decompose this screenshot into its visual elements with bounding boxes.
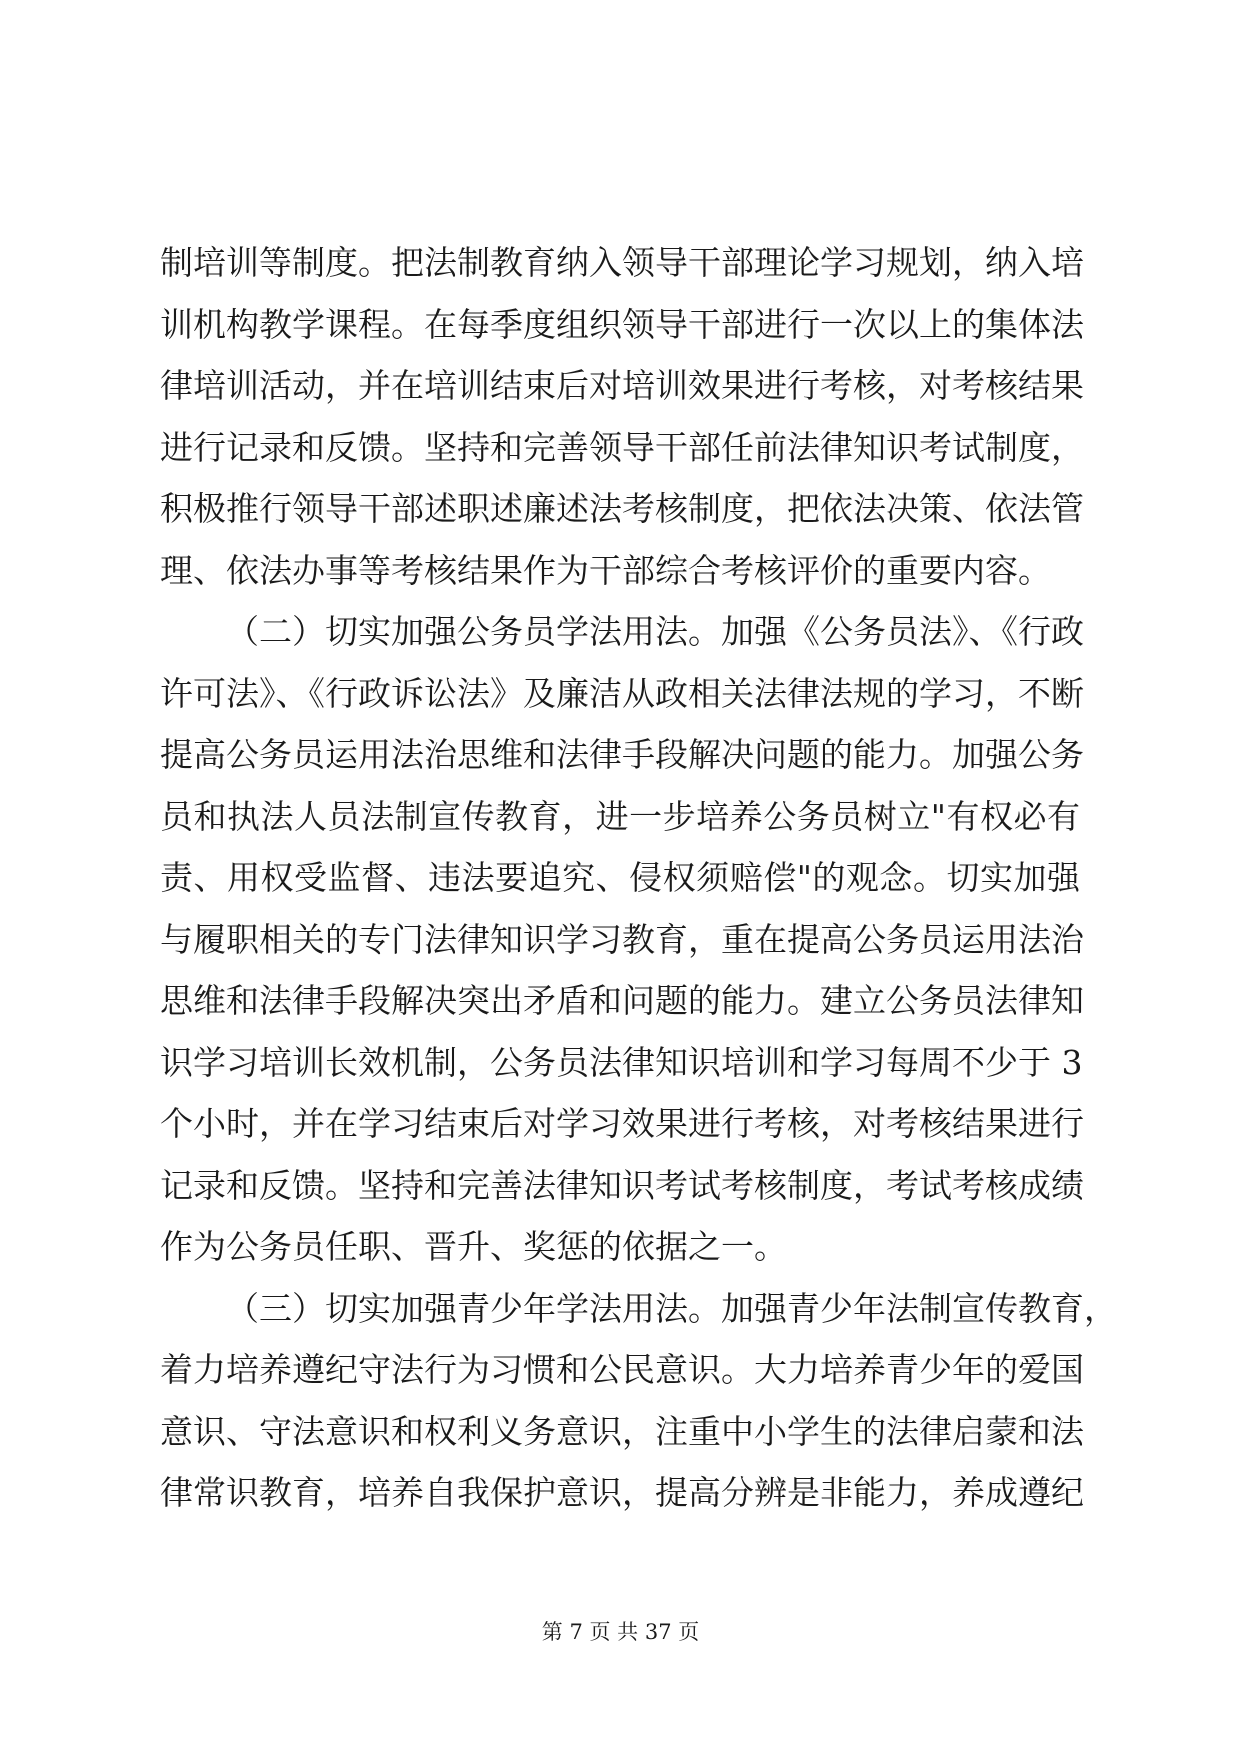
document-body [160,232,1117,1524]
text-line: 许可法》、《行政诉讼法》及廉洁从政相关法律法规的学习，不断 [160,673,1084,713]
text-line: 责、用权受监督、违法要追究、侵权须赔偿"的观念。切实加强 [160,858,1080,897]
text-line: 律培训活动，并在培训结束后对培训效果进行考核，对考核结果 [160,366,1084,405]
text-line: 作为公务员任职、晋升、奖惩的依据之一。 [160,1227,787,1266]
text-line: 着力培养遵纪守法行为习惯和公民意识。大力培养青少年的爱国 [160,1350,1084,1389]
text-line: 进行记录和反馈。坚持和完善领导干部任前法律知识考试制度， [160,427,1084,467]
paragraph-start-line: （三）切实加强青少年学法用法。加强青少年法制宣传教育， [226,1288,1117,1328]
paragraph-start-line: （二）切实加强公务员学法用法。加强《公务员法》、《行政 [226,612,1084,651]
text-line: 提高公务员运用法治思维和法律手段解决问题的能力。加强公务 [160,735,1084,774]
page-number-footer: 第 7 页 共 37 页 [541,1620,700,1644]
text-line: 个小时，并在学习结束后对学习效果进行考核，对考核结果进行 [160,1104,1084,1143]
text-line: 思维和法律手段解决突出矛盾和问题的能力。建立公务员法律知 [160,981,1084,1020]
text-line: 与履职相关的专门法律知识学习教育，重在提高公务员运用法治 [160,919,1084,959]
text-line: 训机构教学课程。在每季度组织领导干部进行一次以上的集体法 [160,304,1084,344]
text-line: 意识、守法意识和权利义务意识，注重中小学生的法律启蒙和法 [160,1411,1084,1451]
text-line: 积极推行领导干部述职述廉述法考核制度，把依法决策、依法管 [160,489,1084,528]
text-line: 识学习培训长效机制，公务员法律知识培训和学习每周不少于 3 [160,1042,1083,1082]
text-line: 律常识教育，培养自我保护意识，提高分辨是非能力，养成遵纪 [160,1473,1084,1512]
text-line: 制培训等制度。把法制教育纳入领导干部理论学习规划，纳入培 [160,243,1084,282]
text-line: 员和执法人员法制宣传教育，进一步培养公务员树立"有权必有 [160,796,1080,836]
text-line: 记录和反馈。坚持和完善法律知识考试考核制度，考试考核成绩 [160,1165,1084,1205]
text-line: 理、依法办事等考核结果作为干部综合考核评价的重要内容。 [160,550,1051,590]
